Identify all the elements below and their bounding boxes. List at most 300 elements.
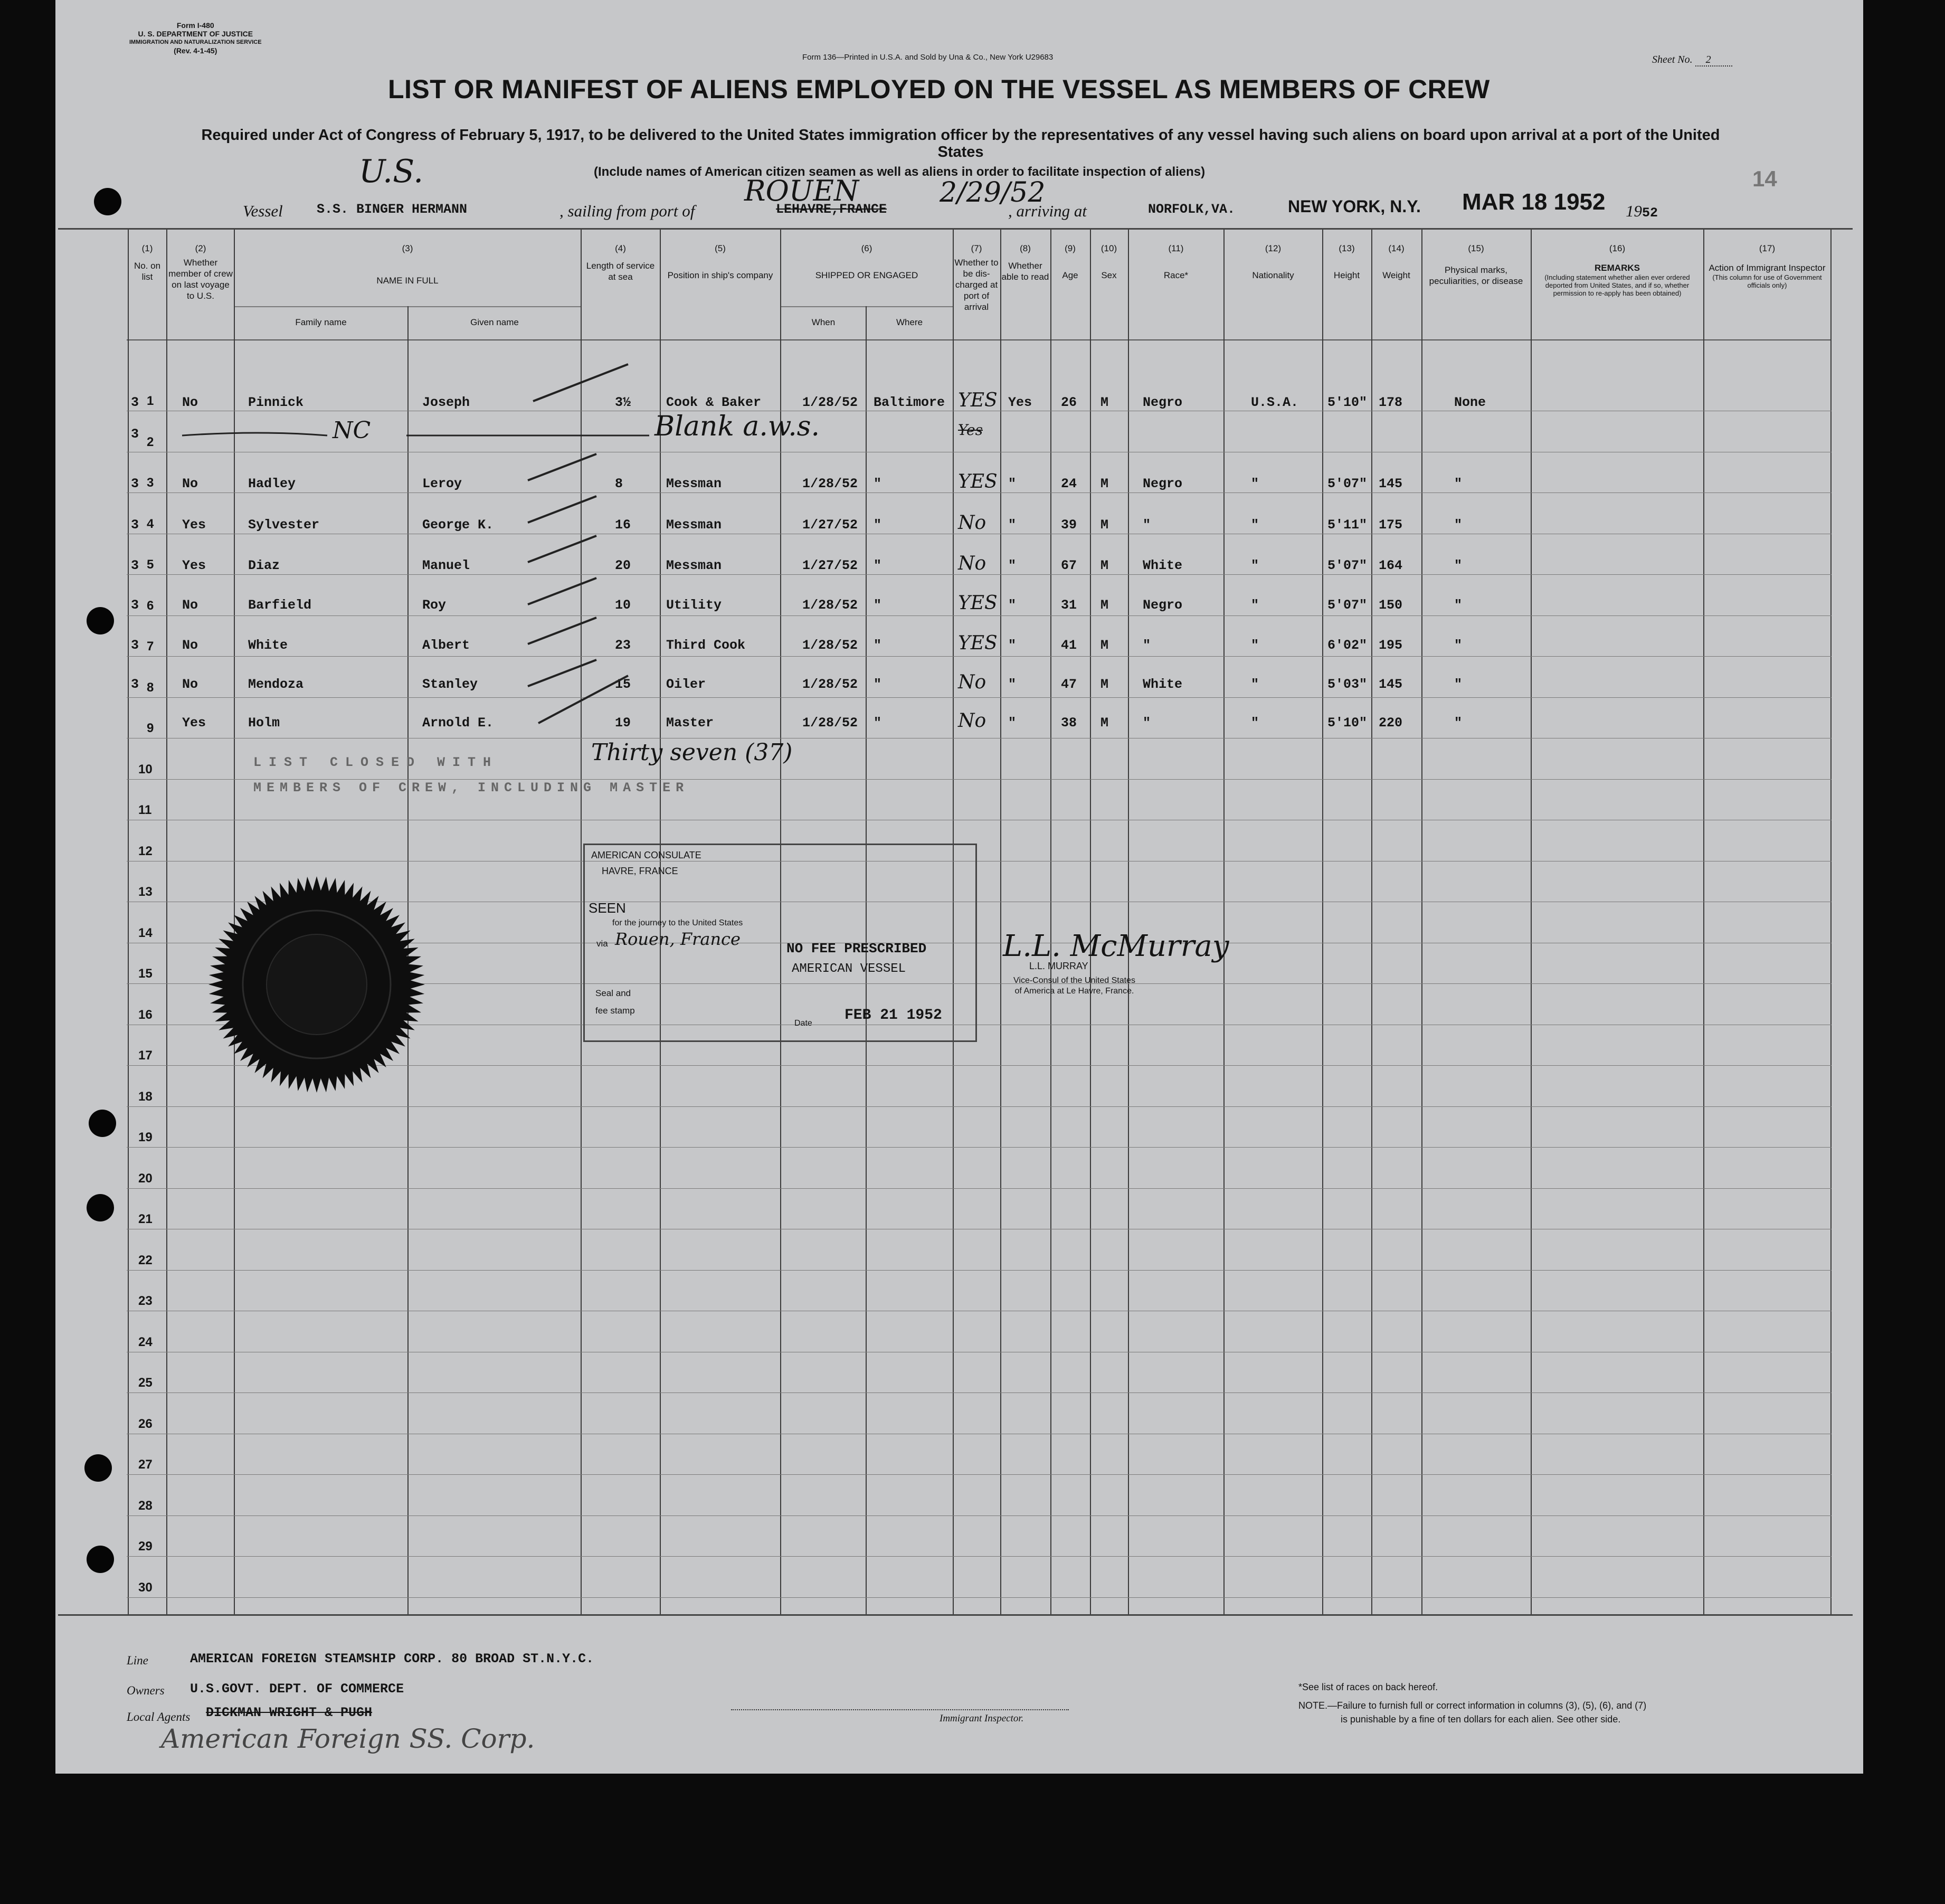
pen-stroke: [533, 364, 628, 401]
cell-nationality: ": [1251, 598, 1259, 613]
cell-read: ": [1008, 638, 1017, 653]
header-bottom-rule: [127, 339, 1832, 340]
row-number: 20: [138, 1171, 153, 1186]
cell-given: Leroy: [422, 476, 462, 491]
row-number: 24: [138, 1334, 153, 1349]
row-number: 10: [138, 762, 153, 776]
vice-consul-title-line: of America at Le Havre, France.: [1014, 987, 1134, 996]
consulate-line1: AMERICAN CONSULATE: [591, 850, 701, 860]
row-number: 28: [138, 1498, 153, 1513]
row-number: 3: [147, 476, 154, 490]
cell-read: ": [1008, 598, 1017, 613]
cell-family: Hadley: [248, 476, 296, 491]
col-label: Length of service at sea: [586, 261, 655, 282]
col-header-15: [1422, 243, 1530, 287]
row-number: 5: [147, 557, 154, 572]
punch-hole: [87, 1194, 114, 1221]
cell-sex: M: [1100, 558, 1109, 573]
vessel-line: [243, 202, 283, 221]
stamp-date-value: FEB 21 1952: [845, 1007, 942, 1024]
cell-height: 6'02": [1327, 638, 1368, 653]
cell-crew: No: [182, 476, 198, 491]
cell-read: ": [1008, 517, 1017, 533]
col-rule: [166, 230, 167, 1614]
row-number: 27: [138, 1457, 153, 1472]
col-label: SHIPPED OR ENGAGED: [815, 270, 918, 280]
col-rule: [1322, 230, 1323, 1614]
inspector-rule: [731, 1709, 1069, 1710]
row-number: 29: [138, 1539, 153, 1553]
row-rule: [127, 1556, 1832, 1557]
cell-prefix: 3: [131, 558, 139, 573]
cell-read: ": [1008, 715, 1017, 731]
cell-crew: Yes: [182, 715, 206, 731]
col-header-2: [168, 243, 233, 301]
sheet-number: [1652, 54, 1732, 66]
table-top-rule: [58, 228, 1853, 230]
cell-height: 5'07": [1327, 476, 1368, 491]
cell-age: 47: [1061, 677, 1077, 692]
col-header-1: [129, 243, 165, 282]
col-rule: [1371, 230, 1372, 1614]
pen-stroke: [538, 676, 628, 723]
cell-race: Negro: [1143, 395, 1183, 410]
col-label: Whether able to read: [1001, 261, 1049, 282]
include-note: (Include names of American citizen seamen as well as aliens in order to facilitate inspection of aliens): [594, 165, 1206, 179]
cell-nationality: ": [1251, 715, 1259, 731]
fee-stamp-label: fee stamp: [595, 1006, 635, 1016]
cell-nationality: ": [1251, 638, 1259, 653]
cell-weight: 195: [1379, 638, 1403, 653]
cell-when: 1/28/52: [802, 598, 858, 613]
form-id-line: Form I-480: [176, 21, 214, 30]
cell-crew: No: [182, 677, 198, 692]
col-header-3: [235, 243, 580, 286]
punch-hole: [84, 1454, 112, 1482]
col-number: (7): [971, 243, 982, 253]
footer-note-line: [1298, 1699, 1646, 1712]
cell-given: Albert: [422, 638, 470, 653]
cell-family: Barfield: [248, 598, 312, 613]
col-label: Nationality: [1252, 270, 1294, 280]
col-number: (5): [715, 243, 726, 253]
note-label: NOTE.: [1298, 1700, 1328, 1711]
seen-label: SEEN: [589, 900, 626, 916]
row-rule: [127, 1270, 1832, 1271]
cell-discharged: YES: [958, 390, 998, 411]
row-number: 26: [138, 1416, 153, 1431]
corner-mark: 14: [1752, 166, 1777, 191]
cell-prefix: 3: [131, 427, 139, 442]
col-label: REMARKS: [1595, 263, 1640, 273]
footer-agents-value: DICKMAN WRIGHT & PUGH: [206, 1705, 373, 1720]
vessel-label: Vessel: [243, 202, 283, 220]
pen-stroke: [528, 618, 596, 644]
page-title: LIST OR MANIFEST OF ALIENS EMPLOYED ON THE VESSEL AS MEMBERS OF CREW: [388, 74, 1490, 104]
cell-where: ": [874, 598, 882, 613]
col-number: (3): [402, 243, 413, 253]
cell-weight: 220: [1379, 715, 1403, 731]
row-rule: [127, 615, 1832, 616]
cell-read: ": [1008, 476, 1017, 491]
col-header-14: [1372, 243, 1420, 281]
cell-sex: M: [1100, 598, 1109, 613]
cell-weight: 145: [1379, 677, 1403, 692]
cell-race: ": [1143, 517, 1151, 533]
cell-marks: None: [1454, 395, 1486, 410]
row-number: 17: [138, 1048, 153, 1063]
cell-race: ": [1143, 638, 1151, 653]
col-header-4: [582, 243, 659, 282]
row-rule: [127, 574, 1832, 575]
cell-service: 3½: [615, 395, 631, 410]
cell-service: 8: [615, 476, 623, 491]
cell-family: Pinnick: [248, 395, 304, 410]
cell-read: Yes: [1008, 395, 1032, 410]
col-label: Age: [1062, 270, 1078, 280]
vessel-name: S.S. BINGER HERMANN: [317, 202, 468, 217]
year-value: 52: [1642, 205, 1658, 221]
sailing-port-handwritten: ROUEN: [744, 174, 859, 207]
cell-weight: 164: [1379, 558, 1403, 573]
cell-service: 20: [615, 558, 631, 573]
row-rule: [127, 697, 1832, 698]
row-number: 11: [138, 803, 152, 817]
via-value: Rouen, France: [615, 929, 741, 949]
date-stamp: MAR 18 1952: [1462, 189, 1606, 215]
col-rule: [128, 230, 129, 1614]
col-header-10: [1091, 243, 1127, 281]
cell-given: Stanley: [422, 677, 478, 692]
row-2-nc: NC: [333, 417, 371, 444]
footer-agents-label: Local Agents: [127, 1710, 191, 1723]
cell-race: ": [1143, 715, 1151, 731]
col-number: (12): [1265, 243, 1282, 253]
sheet-value: 2: [1695, 54, 1732, 67]
pen-stroke: [528, 454, 596, 480]
cell-nationality: U.S.A.: [1251, 395, 1299, 410]
row-number: 16: [138, 1007, 153, 1022]
col-rule: [1000, 230, 1001, 1614]
cell-where: ": [874, 558, 882, 573]
col-label: Physical marks, peculiarities, or disease: [1429, 265, 1523, 286]
shipped-subheader-rule: [781, 306, 953, 307]
col-number: (14): [1388, 243, 1405, 253]
cell-when: 1/28/52: [802, 677, 858, 692]
col-subheader: When: [811, 317, 836, 327]
table-bottom-rule: [58, 1614, 1853, 1616]
cell-discharged: No: [958, 553, 986, 574]
sailing-date-handwritten: 2/29/52: [940, 177, 1046, 209]
col-label: No. on list: [134, 261, 161, 282]
vice-consul-signature: L.L. McMurray: [1003, 929, 1229, 963]
cell-marks: ": [1454, 715, 1463, 731]
form-id-line: (Rev. 4-1-45): [174, 46, 217, 55]
arriving-label: , arriving at: [1008, 202, 1087, 220]
cell-nationality: ": [1251, 476, 1259, 491]
inspector-label: Immigrant Inspector.: [940, 1713, 1024, 1724]
arrival-stamp: NEW YORK, N.Y.: [1288, 197, 1421, 216]
col-subheader: Given name: [470, 317, 519, 327]
cell-given: George K.: [422, 517, 494, 533]
cell-discharged: Yes: [958, 421, 983, 439]
col-label: Weight: [1382, 270, 1410, 280]
cell-age: 38: [1061, 715, 1077, 731]
cell-height: 5'10": [1327, 395, 1368, 410]
cell-marks: ": [1454, 638, 1463, 653]
cell-age: 39: [1061, 517, 1077, 533]
cell-sex: M: [1100, 677, 1109, 692]
cell-read: ": [1008, 558, 1017, 573]
punch-hole: [94, 188, 121, 215]
footer-owners-label: Owners: [127, 1684, 165, 1697]
col-rule: [1050, 230, 1051, 1614]
cell-prefix: 3: [131, 677, 139, 692]
cell-family: Mendoza: [248, 677, 304, 692]
col-label: Action of Immigrant Inspector: [1709, 263, 1826, 273]
col-header-6: [782, 243, 952, 281]
cell-race: Negro: [1143, 598, 1183, 613]
row-2-strikethrough: [179, 422, 654, 443]
cell-position: Utility: [666, 598, 722, 613]
consulate-line2: HAVRE, FRANCE: [602, 866, 678, 876]
cell-family: Holm: [248, 715, 280, 731]
pen-stroke: [528, 496, 596, 523]
cell-when: 1/27/52: [802, 517, 858, 533]
cell-height: 5'10": [1327, 715, 1368, 731]
cell-family: White: [248, 638, 288, 653]
form-id-line: IMMIGRATION AND NATURALIZATION SERVICE: [129, 39, 262, 45]
col-label: Race*: [1163, 270, 1189, 280]
year-field: [1626, 202, 1658, 221]
cell-age: 41: [1061, 638, 1077, 653]
races-note: *See list of races on back hereof.: [1298, 1682, 1438, 1692]
row-number: 18: [138, 1089, 153, 1104]
row-number: 30: [138, 1580, 153, 1595]
col-note: (This column for use of Government officials only): [1712, 273, 1822, 289]
col-rule: [1421, 230, 1422, 1614]
row-rule: [127, 1188, 1832, 1189]
cell-sex: M: [1100, 395, 1109, 410]
cell-service: 19: [615, 715, 631, 731]
cell-race: White: [1143, 677, 1183, 692]
row-number: 8: [147, 680, 154, 695]
col-rule: [1703, 230, 1704, 1614]
row-rule: [127, 1515, 1832, 1516]
cell-discharged: No: [958, 710, 986, 732]
row-number: 25: [138, 1376, 153, 1390]
cell-position: Messman: [666, 558, 722, 573]
cell-crew: Yes: [182, 558, 206, 573]
cell-where: Baltimore: [874, 395, 945, 410]
cell-service: 23: [615, 638, 631, 653]
row-rule: [127, 492, 1832, 493]
cell-marks: ": [1454, 677, 1463, 692]
via-label: via: [596, 939, 608, 949]
cell-weight: 178: [1379, 395, 1403, 410]
col-number: (8): [1020, 243, 1031, 253]
row-number: 14: [138, 925, 153, 940]
col-label: Position in ship's company: [667, 270, 773, 280]
row-rule: [127, 1474, 1832, 1475]
us-handwritten: U.S.: [359, 153, 424, 190]
list-closed-handwritten: Thirty seven (37): [591, 739, 793, 766]
cell-age: 67: [1061, 558, 1077, 573]
cell-where: ": [874, 638, 882, 653]
col-note: (Including statement whether alien ever ordered deported from United States, and if so, whether permission to re-apply has been obtained): [1544, 273, 1690, 297]
footer-note-line: is punishable by a fine of ten dollars for each alien. See other side.: [1341, 1714, 1621, 1725]
cell-height: 5'11": [1327, 517, 1368, 533]
footer-agents-handwritten: American Foreign SS. Corp.: [161, 1723, 535, 1754]
pen-strokes: [517, 359, 644, 728]
col-label: Whether to be dis-charged at port of arrival: [954, 258, 999, 312]
row-rule: [127, 1597, 1832, 1598]
row-number: 2: [147, 434, 154, 449]
row-number: 23: [138, 1294, 153, 1308]
row-rule: [127, 779, 1832, 780]
col-header-12: [1225, 243, 1321, 281]
row-number: 12: [138, 844, 153, 858]
cell-nationality: ": [1251, 517, 1259, 533]
row-rule: [127, 1106, 1832, 1107]
col-rule: [1830, 230, 1832, 1614]
cell-family: Sylvester: [248, 517, 320, 533]
col-number: (6): [861, 243, 872, 253]
form-id: [129, 21, 262, 55]
cell-marks: ": [1454, 476, 1463, 491]
cell-discharged: No: [958, 671, 986, 693]
col-number: (11): [1168, 243, 1184, 253]
seal-center: [267, 934, 367, 1035]
cell-crew: No: [182, 638, 198, 653]
year-label: 19: [1626, 202, 1642, 220]
col-header-8: [1001, 243, 1049, 282]
cell-discharged: YES: [958, 592, 998, 614]
col-rule: [1090, 230, 1091, 1614]
list-closed-line2: MEMBERS OF CREW, INCLUDING MASTER: [253, 780, 689, 795]
col-header-11: [1130, 243, 1222, 281]
cell-prefix: 3: [131, 476, 139, 491]
row-number: 15: [138, 967, 153, 981]
footer-note: [1298, 1699, 1646, 1726]
cell-service: 15: [615, 677, 631, 692]
col-number: (16): [1609, 243, 1626, 253]
footer-owners-value: U.S.GOVT. DEPT. OF COMMERCE: [190, 1681, 404, 1697]
sailing-port-typed: LEHAVRE,FRANCE: [776, 202, 887, 217]
cell-prefix: 3: [131, 598, 139, 613]
col-header-7: [954, 243, 999, 312]
col-label: Sex: [1101, 270, 1117, 280]
col-number: (15): [1468, 243, 1484, 253]
printer-line: Form 136—Printed in U.S.A. and Sold by Una & Co., New York U29683: [802, 53, 1054, 62]
seal-label: Seal and: [595, 988, 631, 998]
cell-weight: 145: [1379, 476, 1403, 491]
cell-height: 5'03": [1327, 677, 1368, 692]
sheet-label: Sheet No.: [1652, 54, 1693, 65]
footer-line-label: Line: [127, 1654, 148, 1667]
col-number: (4): [615, 243, 626, 253]
cell-family: Diaz: [248, 558, 280, 573]
american-vessel-stamp: AMERICAN VESSEL: [792, 962, 906, 976]
col-header-13: [1323, 243, 1370, 281]
pen-stroke: [528, 536, 596, 562]
col-header-16: [1532, 243, 1702, 297]
col-subheader: Family name: [295, 317, 347, 327]
col-rule: [1128, 230, 1129, 1614]
cell-age: 24: [1061, 476, 1077, 491]
cell-given: Joseph: [422, 395, 470, 410]
vice-consul-name: L.L. MURRAY: [1029, 961, 1088, 971]
col-label: Whether member of crew on last voyage to U.S.: [168, 258, 233, 301]
row-number: 22: [138, 1253, 153, 1267]
cell-weight: 175: [1379, 517, 1403, 533]
form-id-line: U. S. DEPARTMENT OF JUSTICE: [138, 30, 253, 38]
row-number: 4: [147, 516, 154, 531]
stamp-date-label: Date: [794, 1019, 812, 1028]
notarial-seal: [206, 874, 428, 1095]
cell-position: Third Cook: [666, 638, 746, 653]
punch-hole: [87, 607, 114, 634]
cell-when: 1/28/52: [802, 715, 858, 731]
cell-crew: No: [182, 395, 198, 410]
row-number: 19: [138, 1130, 153, 1144]
cell-height: 5'07": [1327, 558, 1368, 573]
cell-age: 26: [1061, 395, 1077, 410]
col-rule: [1531, 230, 1532, 1614]
cell-sex: M: [1100, 476, 1109, 491]
list-closed-line1: LIST CLOSED WITH: [253, 755, 499, 770]
cell-marks: ": [1454, 517, 1463, 533]
no-fee-stamp: NO FEE PRESCRIBED: [786, 941, 927, 956]
col-label: Height: [1333, 270, 1360, 280]
cell-marks: ": [1454, 598, 1463, 613]
cell-discharged: YES: [958, 632, 998, 654]
row-number: 7: [147, 639, 154, 653]
cell-race: White: [1143, 558, 1183, 573]
arriving-port: NORFOLK,VA.: [1148, 202, 1236, 217]
row-number: 6: [147, 598, 154, 613]
cell-crew: No: [182, 598, 198, 613]
row-rule: [127, 1147, 1832, 1148]
cell-position: Messman: [666, 517, 722, 533]
cell-sex: M: [1100, 517, 1109, 533]
col-number: (1): [141, 243, 153, 253]
cell-when: 1/28/52: [802, 638, 858, 653]
row-number: 9: [147, 721, 154, 735]
cell-sex: M: [1100, 715, 1109, 731]
punch-hole: [89, 1110, 116, 1137]
cell-weight: 150: [1379, 598, 1403, 613]
cell-height: 5'07": [1327, 598, 1368, 613]
pen-stroke: [182, 433, 327, 435]
cell-when: 1/27/52: [802, 558, 858, 573]
row-2-blank-note: Blank a.w.s.: [654, 411, 820, 442]
cell-age: 31: [1061, 598, 1077, 613]
row-number: 21: [138, 1212, 153, 1226]
row-rule: [127, 656, 1832, 657]
col-number: (2): [195, 243, 206, 253]
cell-given: Arnold E.: [422, 715, 494, 731]
cell-where: ": [874, 517, 882, 533]
seen-purpose: for the journey to the United States: [612, 918, 743, 927]
cell-discharged: No: [958, 512, 986, 534]
cell-when: 1/28/52: [802, 476, 858, 491]
cell-when: 1/28/52: [802, 395, 858, 410]
cell-position: Master: [666, 715, 714, 731]
cell-position: Messman: [666, 476, 722, 491]
cell-discharged: YES: [958, 471, 998, 492]
col-number: (9): [1065, 243, 1076, 253]
